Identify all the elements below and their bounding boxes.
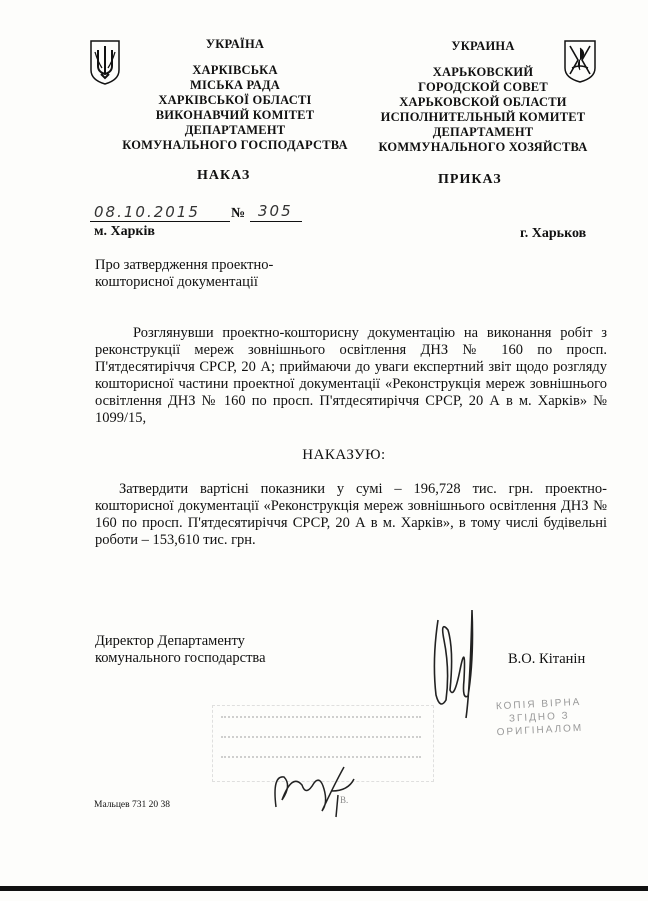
header-right-line: ГОРОДСКОЙ СОВЕТ: [418, 80, 548, 94]
executor-contact: Мальцев 731 20 38: [94, 800, 170, 810]
header-right-line: ИСПОЛНИТЕЛЬНЫЙ КОМИТЕТ: [380, 110, 586, 124]
header-left-line: КОМУНАЛЬНОГО ГОСПОДАРСТВА: [122, 138, 348, 152]
position-line: комунального господарства: [95, 650, 266, 666]
header-left-line: ДЕПАРТАМЕНТ: [184, 123, 286, 137]
page-bottom-border: [0, 886, 648, 891]
header-left: [110, 37, 360, 153]
subject-line: Про затвердження проектно-: [95, 257, 274, 273]
doc-type-left: НАКАЗ: [197, 168, 251, 183]
header-left-line: ХАРКІВСЬКА: [192, 63, 278, 77]
stamp-line: ЗГІДНО З: [508, 710, 570, 725]
document-date: 08.10.2015: [94, 203, 200, 221]
date-underline: [90, 221, 230, 222]
header-right-line: ДЕПАРТАМЕНТ: [432, 125, 534, 139]
document-number: 305: [258, 202, 293, 220]
document-subject: [95, 257, 273, 291]
header-left-line: ХАРКІВСЬКОЇ ОБЛАСТІ: [158, 93, 312, 107]
header-right-country: УКРАИНА: [451, 39, 515, 53]
header-right-line: КОММУНАЛЬНОГО ХОЗЯЙСТВА: [378, 140, 588, 154]
header-left-country: УКРАЇНА: [205, 37, 265, 51]
paragraph-considering: Розглянувши проектно-кошторисну документацію на виконання робіт з реконструкції мереж зовнішнього освітлення ДНЗ № 160 по просп. П'ятдесятиріччя СРСР, 20 А; приймаючи до уваги експертний звіт щодо розгляду кошторисної частини проектної документації «Реконструкція мереж зовнішнього освітлення ДНЗ № 160 по просп. П'ятдесятиріччя СРСР, 20 А в м. Харків» № 1099/15,: [95, 325, 607, 426]
approver-signature-icon: [262, 755, 372, 820]
copy-certified-stamp: [495, 696, 584, 739]
city-right: г. Харьков: [520, 226, 587, 241]
position-line: Директор Департаменту: [95, 633, 245, 649]
signatory-name: В.О. Кітанін: [508, 651, 586, 667]
svg-text:В.: В.: [340, 795, 349, 805]
number-underline: [250, 221, 302, 222]
order-word: НАКАЗУЮ:: [302, 447, 386, 463]
city-left: м. Харків: [94, 224, 155, 239]
header-right-line: ХАРЬКОВСКИЙ: [432, 65, 534, 79]
signatory-position: [95, 633, 266, 667]
header-left-line: ВИКОНАВЧИЙ КОМІТЕТ: [155, 108, 315, 122]
stamp-line: КОПІЯ ВІРНА: [495, 696, 582, 713]
subject-line: кошторисної документації: [95, 274, 258, 290]
header-left-line: МІСЬКА РАДА: [189, 78, 281, 92]
paragraph-approve: Затвердити вартісні показники у сумі – 196,728 тис. грн. проектно-кошторисної документації «Реконструкція мереж зовнішнього освітлення ДНЗ № 160 по просп. П'ятдесятиріччя СРСР, 20 А в м. Харків», в тому числі будівельні роботи – 153,610 тис. грн.: [95, 481, 607, 548]
doc-type-right: ПРИКАЗ: [438, 172, 502, 187]
header-right: [358, 39, 608, 155]
number-label: №: [231, 206, 246, 221]
header-right-line: ХАРЬКОВСКОЙ ОБЛАСТИ: [399, 95, 567, 109]
stamp-line: ОРИГІНАЛОМ: [496, 722, 584, 739]
